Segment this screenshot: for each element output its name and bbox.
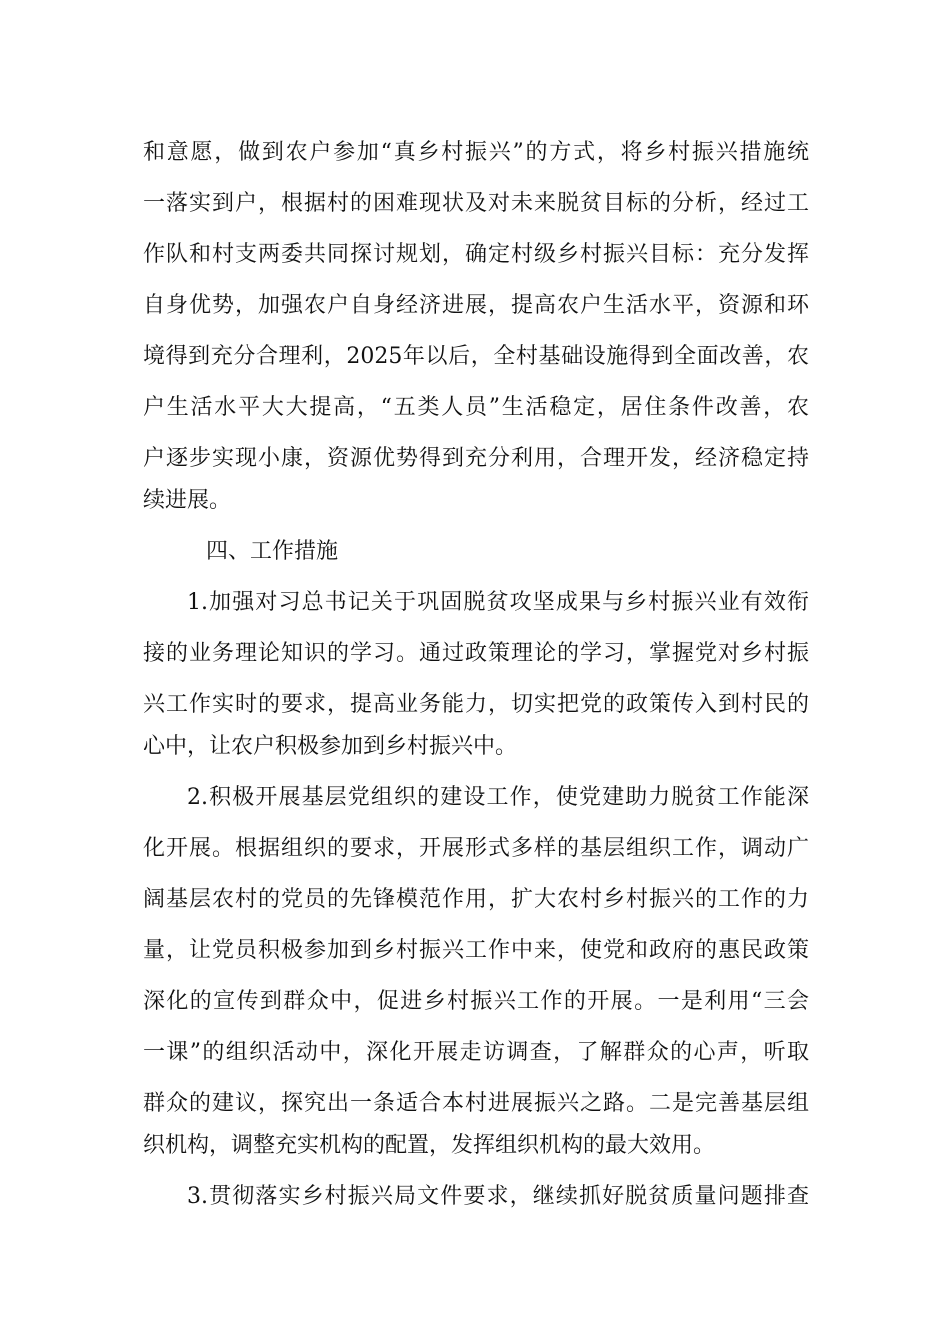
text-line: 一课”的组织活动中，深化开展走访调查，了解群众的心声，听取 (143, 1040, 809, 1065)
text-line: 户逐步实现小康，资源优势得到充分利用，合理开发，经济稳定持 (143, 446, 809, 471)
text-line: 1.加强对习总书记关于巩固脱贫攻坚成果与乡村振兴业有效衔 (187, 590, 809, 615)
text-line: 2.积极开展基层党组织的建设工作，使党建助力脱贫工作能深 (187, 785, 809, 810)
text-line: 织机构，调整充实机构的配置，发挥组织机构的最大效用。 (143, 1133, 716, 1158)
text-line: 3.贯彻落实乡村振兴局文件要求，继续抓好脱贫质量问题排查 (187, 1184, 809, 1209)
text-line: 续进展。 (143, 488, 232, 513)
text-line: 境得到充分合理利，2025年以后，全村基础设施得到全面改善，农 (143, 344, 809, 369)
text-line: 量，让党员积极参加到乡村振兴工作中来，使党和政府的惠民政策 (143, 938, 809, 963)
text-line: 化开展。根据组织的要求，开展形式多样的基层组织工作，调动广 (143, 836, 809, 861)
text-line: 自身优势，加强农户自身经济进展，提高农户生活水平，资源和环 (143, 293, 809, 318)
text-line: 群众的建议，探究出一条适合本村进展振兴之路。二是完善基层组 (143, 1091, 809, 1116)
text-line: 一落实到户，根据村的困难现状及对未来脱贫目标的分析，经过工 (143, 191, 809, 216)
section-heading: 四、工作措施 (206, 539, 339, 564)
text-line: 兴工作实时的要求，提高业务能力，切实把党的政策传入到村民的 (143, 692, 809, 717)
text-line: 心中，让农户积极参加到乡村振兴中。 (143, 734, 518, 759)
text-line: 接的业务理论知识的学习。通过政策理论的学习，掌握党对乡村振 (143, 641, 809, 666)
text-line: 深化的宣传到群众中，促进乡村振兴工作的开展。一是利用“三会 (143, 989, 809, 1014)
text-line: 和意愿，做到农户参加“真乡村振兴”的方式，将乡村振兴措施统 (143, 140, 809, 165)
text-line: 阔基层农村的党员的先锋模范作用，扩大农村乡村振兴的工作的力 (143, 887, 809, 912)
text-line: 作队和村支两委共同探讨规划，确定村级乡村振兴目标：充分发挥 (143, 242, 809, 267)
text-line: 户生活水平大大提高，“五类人员”生活稳定，居住条件改善，农 (143, 395, 809, 420)
